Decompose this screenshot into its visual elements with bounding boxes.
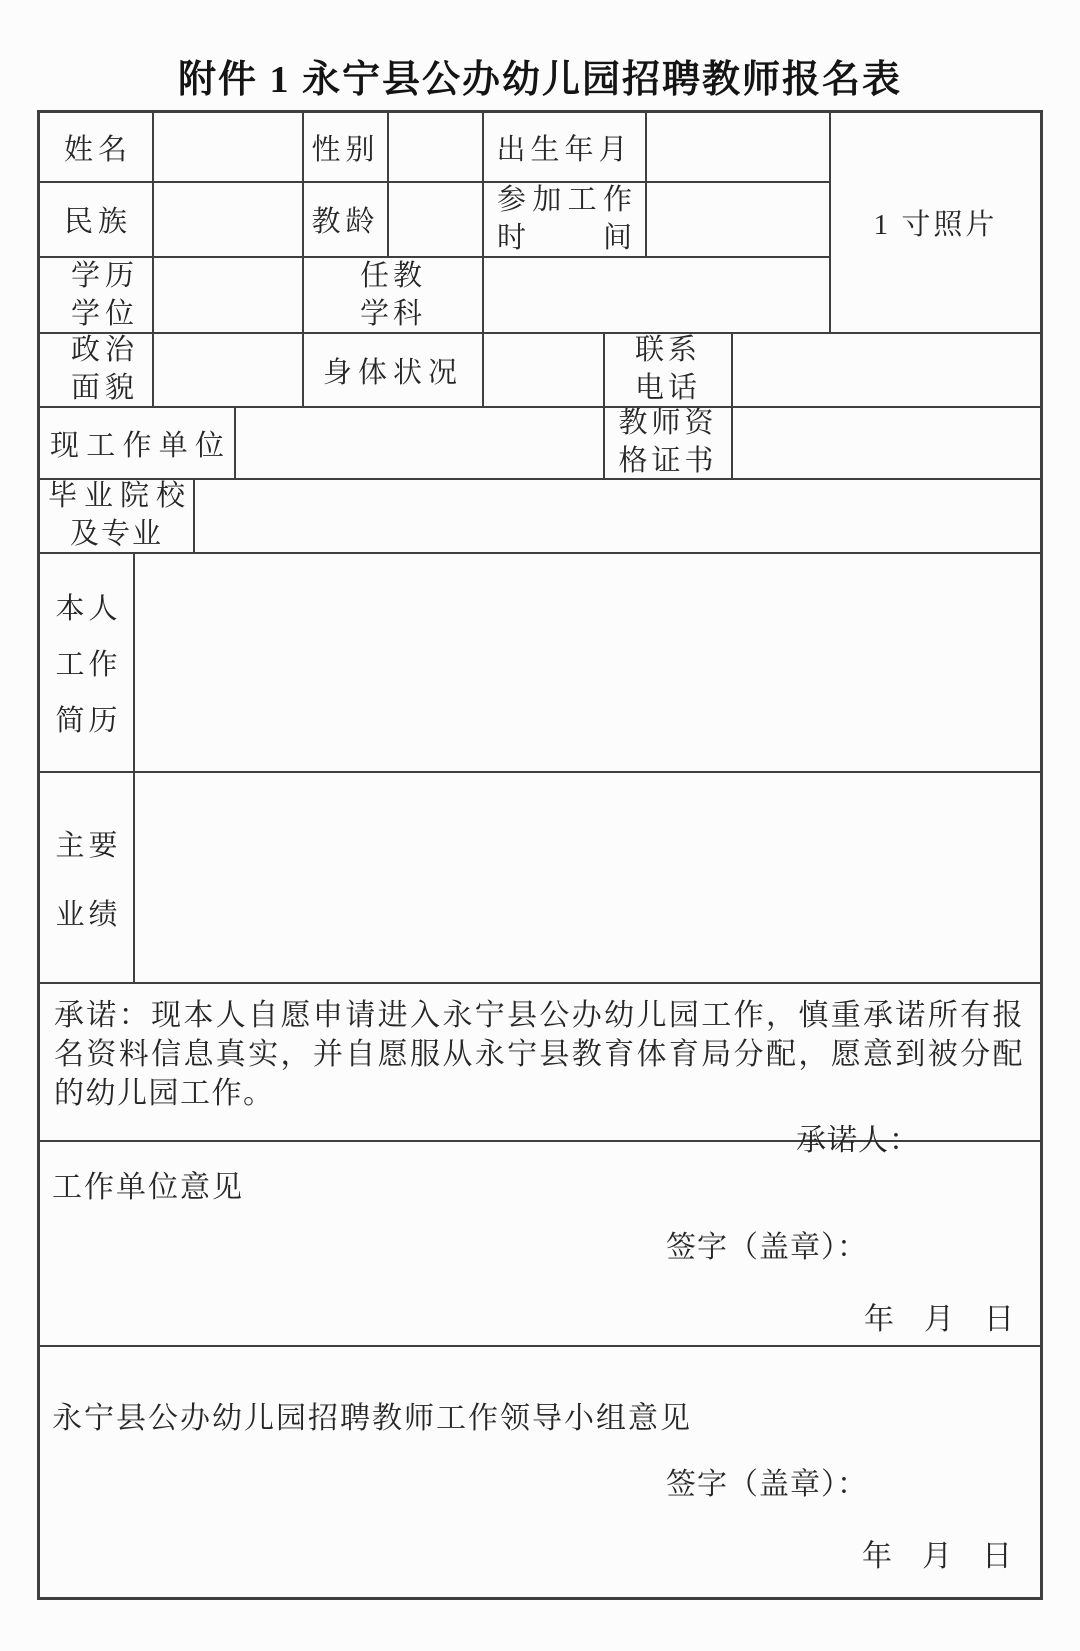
table-top-left: [40, 113, 829, 332]
work-resume-label-line3: 简历: [55, 705, 118, 737]
political-status-label-line2: 面貌: [70, 372, 139, 404]
education-degree-label-line2: 学位: [70, 297, 139, 330]
achievements-label: [40, 773, 135, 982]
graduate-school-label-line2: 及专业: [69, 518, 163, 550]
health-status-value-cell: [484, 334, 605, 406]
birth-date-label: 出生年月: [484, 113, 647, 181]
row-name-gender-birth: [40, 113, 829, 183]
achievements-label-line1: 主要: [55, 829, 118, 862]
teaching-age-label: 教龄: [304, 183, 389, 256]
gender-label: 性别: [304, 113, 389, 181]
row-politics-health-phone: [40, 334, 1040, 408]
name-label: 姓名: [40, 113, 154, 181]
education-degree-label-line1: 学历: [70, 260, 139, 292]
unit-opinion-date-label: 年 月 日: [864, 1303, 1014, 1336]
health-status-label: 身体状况: [304, 334, 484, 406]
row-workplace-certificate: [40, 408, 1040, 480]
application-form-table: [37, 110, 1043, 1600]
work-start-time-value-cell: [647, 183, 829, 256]
teaching-subject-label-line1: 任教: [359, 260, 426, 292]
photo-label: 1 寸照片: [873, 209, 998, 241]
ethnicity-label: 民族: [40, 183, 154, 256]
committee-opinion-label: 永宁县公办幼儿园招聘教师工作领导小组意见: [52, 1402, 692, 1435]
contact-phone-value-cell: [733, 334, 1040, 406]
political-status-label-line1: 政治: [70, 334, 139, 367]
teaching-age-value-cell: [389, 183, 484, 256]
teaching-subject-label: [304, 258, 484, 333]
row-ethnicity-age-workstart: [40, 183, 829, 258]
contact-phone-label: [605, 334, 733, 406]
achievements-label-line2: 业绩: [55, 898, 118, 931]
row-graduate-school: [40, 480, 1040, 554]
current-workplace-value-cell: [236, 408, 605, 478]
contact-phone-label-line1: 联系: [634, 334, 701, 367]
graduate-school-label: [40, 480, 195, 552]
teacher-certificate-label-line1: 教师资: [618, 408, 718, 440]
row-committee-opinion: [40, 1347, 1040, 1597]
photo-cell: [829, 113, 1040, 332]
current-workplace-label: [40, 408, 236, 478]
teaching-subject-label-line2: 学科: [359, 297, 426, 330]
work-start-time-label-line1: 参加工作: [497, 183, 632, 216]
birth-date-value-cell: [647, 113, 829, 181]
teaching-subject-value-cell: [484, 258, 829, 333]
committee-opinion-signature-label: 签字（盖章）：: [666, 1468, 868, 1501]
row-education-subject: [40, 258, 829, 333]
political-status-label: [40, 334, 154, 406]
education-degree-value-cell: [154, 258, 304, 333]
row-work-resume: [40, 554, 1040, 773]
graduate-school-value-cell: [195, 480, 1040, 552]
name-value-cell: [154, 113, 304, 181]
work-resume-label: [40, 554, 135, 771]
work-start-time-label-line2: 时间: [497, 221, 632, 254]
row-achievements: [40, 773, 1040, 984]
commitment-signer-label: 承诺人：: [796, 1124, 920, 1157]
unit-opinion-signature-label: 签字（盖章）：: [666, 1231, 868, 1264]
row-unit-opinion: [40, 1142, 1040, 1347]
unit-opinion-label: 工作单位意见: [52, 1171, 244, 1204]
achievements-value-cell: [135, 773, 1040, 982]
current-workplace-label-text: 现工作单位: [50, 429, 224, 462]
graduate-school-label-line1: 毕业院校: [48, 480, 185, 513]
work-resume-label-line1: 本人: [55, 593, 118, 625]
table-top-section: [40, 113, 1040, 334]
row-commitment: [40, 984, 1040, 1157]
political-status-value-cell: [154, 334, 304, 406]
education-degree-label: [40, 258, 154, 333]
committee-opinion-date-label: 年 月 日: [862, 1540, 1012, 1573]
teacher-certificate-value-cell: [733, 408, 1040, 478]
work-resume-value-cell: [135, 554, 1040, 771]
page-title: 附件 1 永宁县公办幼儿园招聘教师报名表: [177, 59, 902, 101]
contact-phone-label-line2: 电话: [634, 372, 701, 404]
ethnicity-value-cell: [154, 183, 304, 256]
teacher-certificate-label-line2: 格证书: [618, 445, 718, 477]
work-start-time-label: [484, 183, 647, 256]
gender-value-cell: [389, 113, 484, 181]
commitment-text: 承诺：现本人自愿申请进入永宁县公办幼儿园工作，慎重承诺所有报名资料信息真实，并自愿服从永宁县教育体育局分配，愿意到被分配的幼儿园工作。: [54, 999, 1024, 1110]
work-resume-label-line2: 工作: [55, 649, 118, 681]
teacher-certificate-label: [605, 408, 733, 478]
